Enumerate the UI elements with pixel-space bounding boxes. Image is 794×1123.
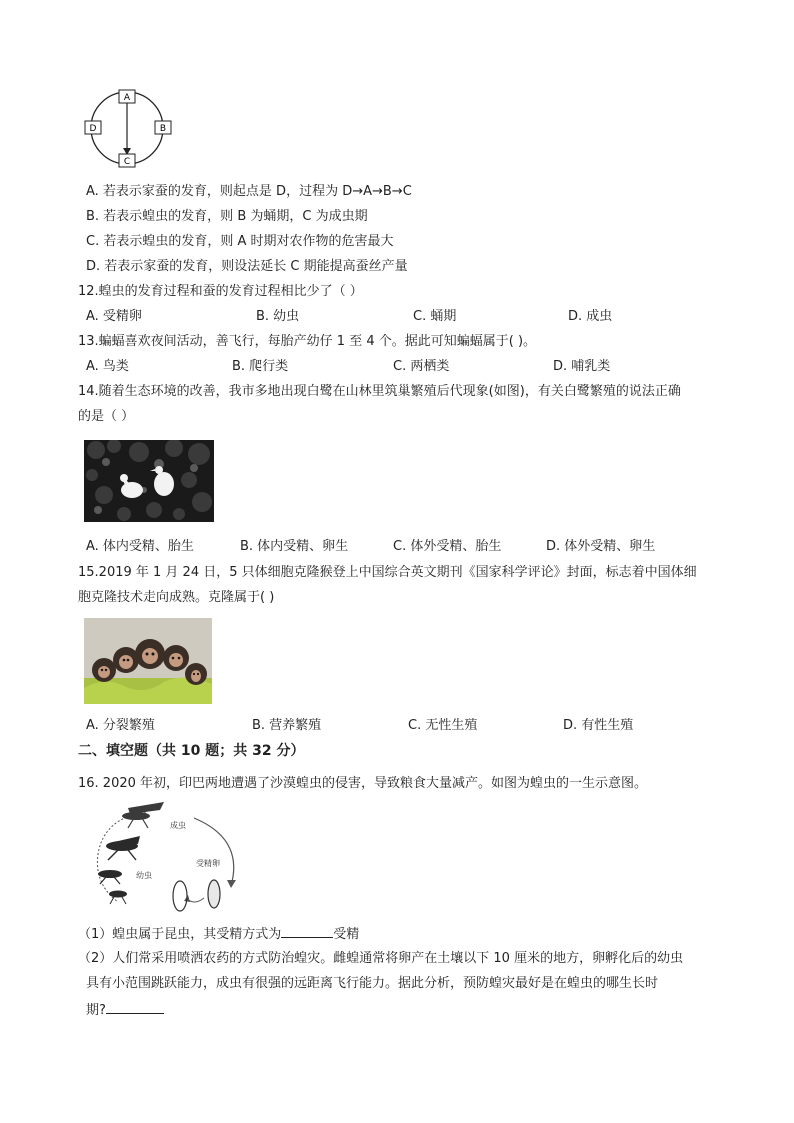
q11-option-c: C. 若表示蝗虫的发育，则 A 时期对农作物的危害最大 <box>86 234 394 249</box>
cloned-monkeys-photo <box>84 618 212 704</box>
q16-sub2-line3-text: 期? <box>86 1003 106 1018</box>
svg-text:C: C <box>123 157 131 167</box>
q16-sub1-blank[interactable] <box>281 924 333 938</box>
cycle-node-a <box>119 90 135 103</box>
q14-option-d: D. 体外受精、卵生 <box>546 539 656 554</box>
locust-fertilized-egg-icon <box>208 880 220 908</box>
q16-stem: 16. 2020 年初，印巴两地遭遇了沙漠蝗虫的侵害，导致粮食大量减产。如图为蝗虫的一生示意图。 <box>78 776 648 791</box>
svg-text:B: B <box>159 124 167 134</box>
locust-large-nymph-icon <box>106 836 140 860</box>
development-cycle-diagram <box>84 86 174 170</box>
label-fertilized-egg: 受精卵 <box>196 859 220 868</box>
q13-option-a: A. 鸟类 <box>86 359 129 374</box>
locust-adult-icon <box>122 802 164 828</box>
q14-option-b: B. 体内受精、卵生 <box>240 539 349 554</box>
q12-option-b: B. 幼虫 <box>256 309 300 324</box>
q12-option-d: D. 成虫 <box>568 309 613 324</box>
q16-sub2-line2: 具有小范围跳跃能力，成虫有很强的远距离飞行能力。据此分析，预防蝗灾最好是在蝗虫的哪生长时 <box>86 976 659 991</box>
q14-option-c: C. 体外受精、胎生 <box>393 539 502 554</box>
q13-option-b: B. 爬行类 <box>232 359 289 374</box>
locust-nymph-icon <box>98 870 122 884</box>
q15-option-d: D. 有性生殖 <box>563 718 634 733</box>
q15-stem-line2: 胞克隆技术走向成熟。克隆属于( ) <box>78 590 275 605</box>
label-adult: 成虫 <box>170 821 186 830</box>
egret-photo <box>84 440 214 522</box>
q15-option-a: A. 分裂繁殖 <box>86 718 155 733</box>
q15-option-c: C. 无性生殖 <box>408 718 478 733</box>
q13-option-d: D. 哺乳类 <box>553 359 611 374</box>
q13-stem: 13.蝙蝠喜欢夜间活动，善飞行，每胎产幼仔 1 至 4 个。据此可知蝙蝠属于( )。 <box>78 334 537 349</box>
q11-option-d: D. 若表示家蚕的发育，则设法延长 C 期能提高蚕丝产量 <box>86 259 408 274</box>
svg-text:A: A <box>123 93 131 103</box>
q14-option-a: A. 体内受精、胎生 <box>86 539 194 554</box>
cycle-node-d <box>85 121 101 134</box>
section-heading-fill-in: 二、填空题（共 10 题；共 32 分） <box>78 743 305 759</box>
q12-option-a: A. 受精卵 <box>86 309 142 324</box>
q16-sub1-suffix: 受精 <box>333 927 360 942</box>
q12-option-c: C. 蛹期 <box>413 309 457 324</box>
q16-sub2-line3 <box>86 1000 164 1020</box>
q11-option-b: B. 若表示蝗虫的发育，则 B 为蛹期，C 为成虫期 <box>86 209 368 224</box>
locust-egg-pod-icon <box>173 881 187 911</box>
q16-sub2-line1: （2）人们常采用喷洒农药的方式防治蝗灾。雌蝗通常将卵产在土壤以下 10 厘米的地方，卵孵化后的幼虫 <box>78 951 684 966</box>
q16-sub1-text: （1）蝗虫属于昆虫，其受精方式为 <box>78 927 282 942</box>
q14-stem-line1: 14.随着生态环境的改善，我市多地出现白鹭在山林里筑巢繁殖后代现象(如图)，有关白鹭繁殖的说法正确 <box>78 384 681 399</box>
cycle-node-c <box>119 154 135 167</box>
label-nymph: 幼虫 <box>136 871 152 880</box>
locust-small-nymph-icon <box>109 891 127 905</box>
locust-lifecycle-diagram <box>84 798 244 916</box>
q14-stem-line2: 的是（ ） <box>78 409 135 424</box>
svg-text:D: D <box>89 124 97 134</box>
q13-option-c: C. 两栖类 <box>393 359 450 374</box>
q15-option-b: B. 营养繁殖 <box>252 718 322 733</box>
q16-sub2-blank[interactable] <box>106 1000 164 1014</box>
q11-option-a: A. 若表示家蚕的发育，则起点是 D，过程为 D→A→B→C <box>86 184 412 199</box>
cycle-node-b <box>155 121 171 134</box>
q15-stem-line1: 15.2019 年 1 月 24 日，5 只体细胞克隆猴登上中国综合英文期刊《国家科学评论》封面，标志着中国体细 <box>78 565 697 580</box>
q16-sub1 <box>78 924 359 944</box>
q12-stem: 12.蝗虫的发育过程和蚕的发育过程相比少了（ ） <box>78 284 363 299</box>
